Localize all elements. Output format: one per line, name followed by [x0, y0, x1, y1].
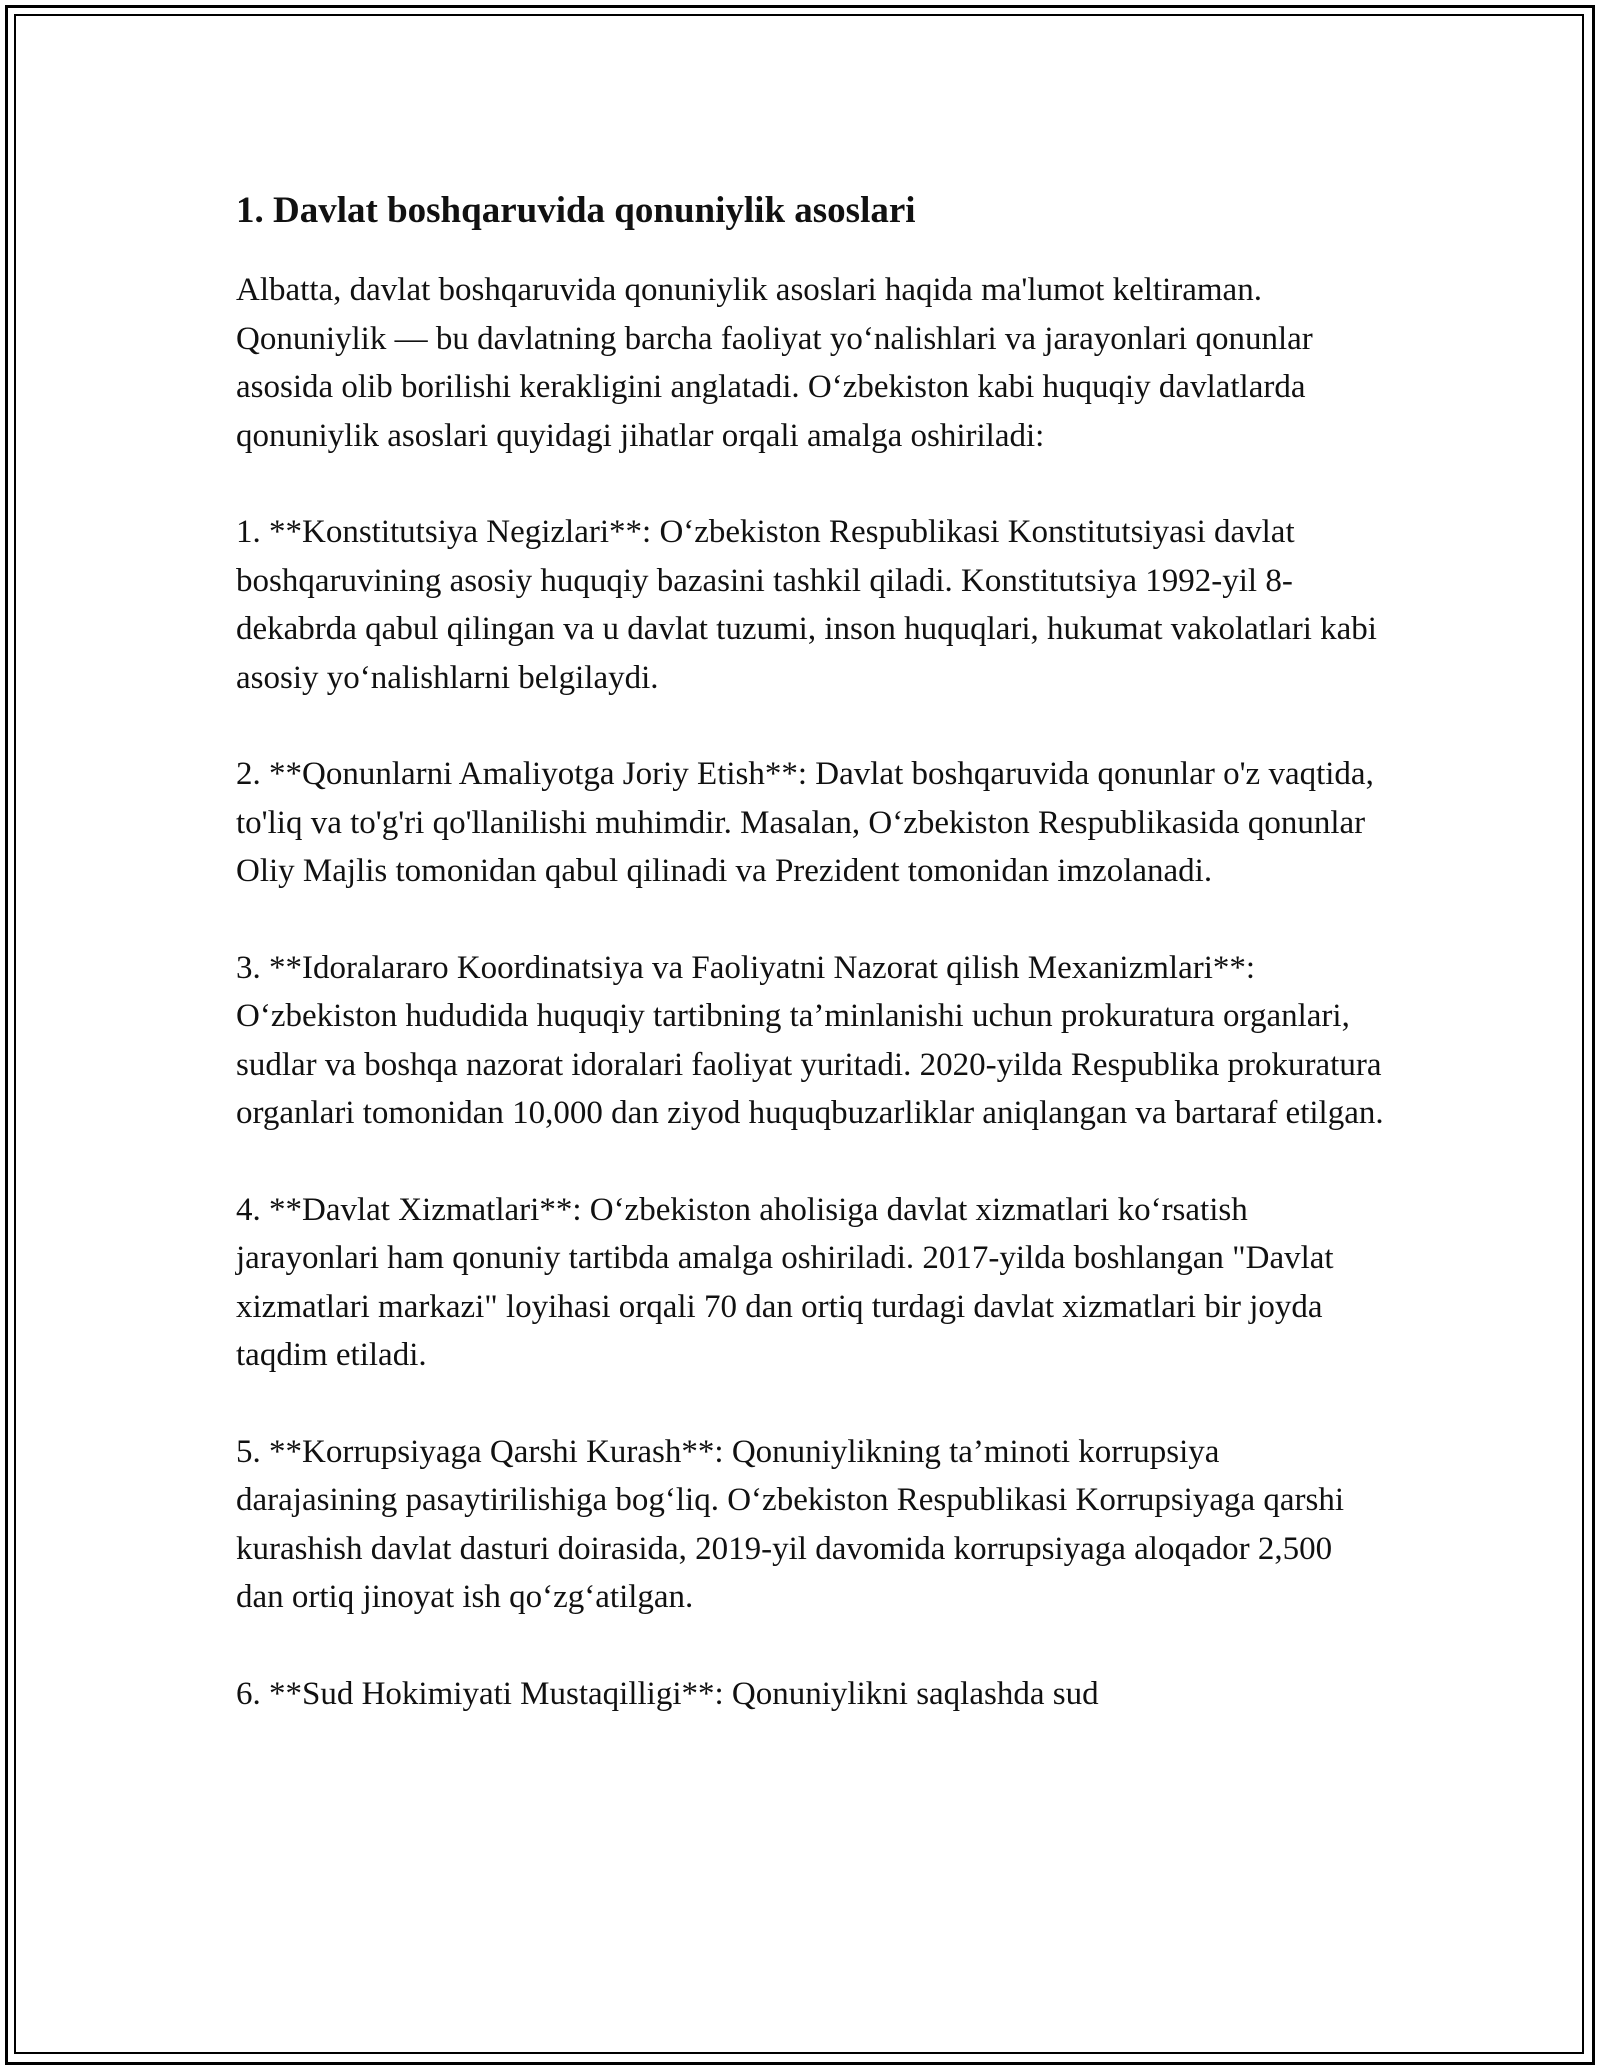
document-body — [236, 186, 1386, 1766]
list-item-judicial-independence: 6. **Sud Hokimiyati Mustaqilligi**: Qonuniylikni saqlashda sud — [236, 1675, 1099, 1712]
list-item-state-services: 4. **Davlat Xizmatlari**: O‘zbekiston aholisiga davlat xizmatlari ko‘rsatish jarayonlari ham qonuniy tartibda amalga oshiriladi. 2017-yilda boshlangan "Davlat xizmatlari markazi" loyihasi orqali 70 dan ortiq turdagi davlat xizmatlari bir joyda taqdim etiladi. — [236, 1191, 1334, 1373]
intro-paragraph: Albatta, davlat boshqaruvida qonuniylik asoslari haqida ma'lumot keltiraman. Qonuniylik — bu davlatning barcha faoliyat yo‘nalishlari va jarayonlari qonunlar asosida olib borilishi kerakligini anglatadi. O‘zbekiston kabi huquqiy davlatlarda qonuniylik asoslari quyidagi jihatlar orqali amalga oshiriladi: — [236, 272, 1313, 454]
list-item-anti-corruption: 5. **Korrupsiyaga Qarshi Kurash**: Qonuniylikning ta’minoti korrupsiya darajasining pasaytirilishiga bog‘liq. O‘zbekiston Respublikasi Korrupsiyaga qarshi kurashish davlat dasturi doirasida, 2019-yil davomida korrupsiyaga aloqador 2,500 dan ortiq jinoyat ish qo‘zg‘atilgan. — [236, 1433, 1345, 1615]
section-heading: 1. Davlat boshqaruvida qonuniylik asoslari — [236, 190, 916, 231]
list-item-coordination: 3. **Idoralararo Koordinatsiya va Faoliyatni Nazorat qilish Mexanizmlari**: O‘zbekiston hududida huquqiy tartibning ta’minlanishi uchun prokuratura organlari, sudlar va boshqa nazorat idoralari faoliyat yuritadi. 2020-yilda Respublika prokuratura organlari tomonidan 10,000 dan ziyod huquqbuzarliklar aniqlangan va bartaraf etilgan. — [236, 949, 1384, 1131]
list-item-constitution: 1. **Konstitutsiya Negizlari**: O‘zbekiston Respublikasi Konstitutsiyasi davlat boshqaruvining asosiy huquqiy bazasini tashkil qiladi. Konstitutsiya 1992-yil 8-dekabrda qabul qilingan va u davlat tuzumi, inson huquqlari, hukumat vakolatlari kabi asosiy yo‘nalishlarni belgilaydi. — [236, 514, 1377, 696]
list-item-law-implementation: 2. **Qonunlarni Amaliyotga Joriy Etish**: Davlat boshqaruvida qonunlar o'z vaqtida, to'liq va to'g'ri qo'llanilishi muhimdir. Masalan, O‘zbekiston Respublikasida qonunlar Oliy Majlis tomonidan qabul qilinadi va Prezident tomonidan imzolanadi. — [236, 756, 1374, 889]
